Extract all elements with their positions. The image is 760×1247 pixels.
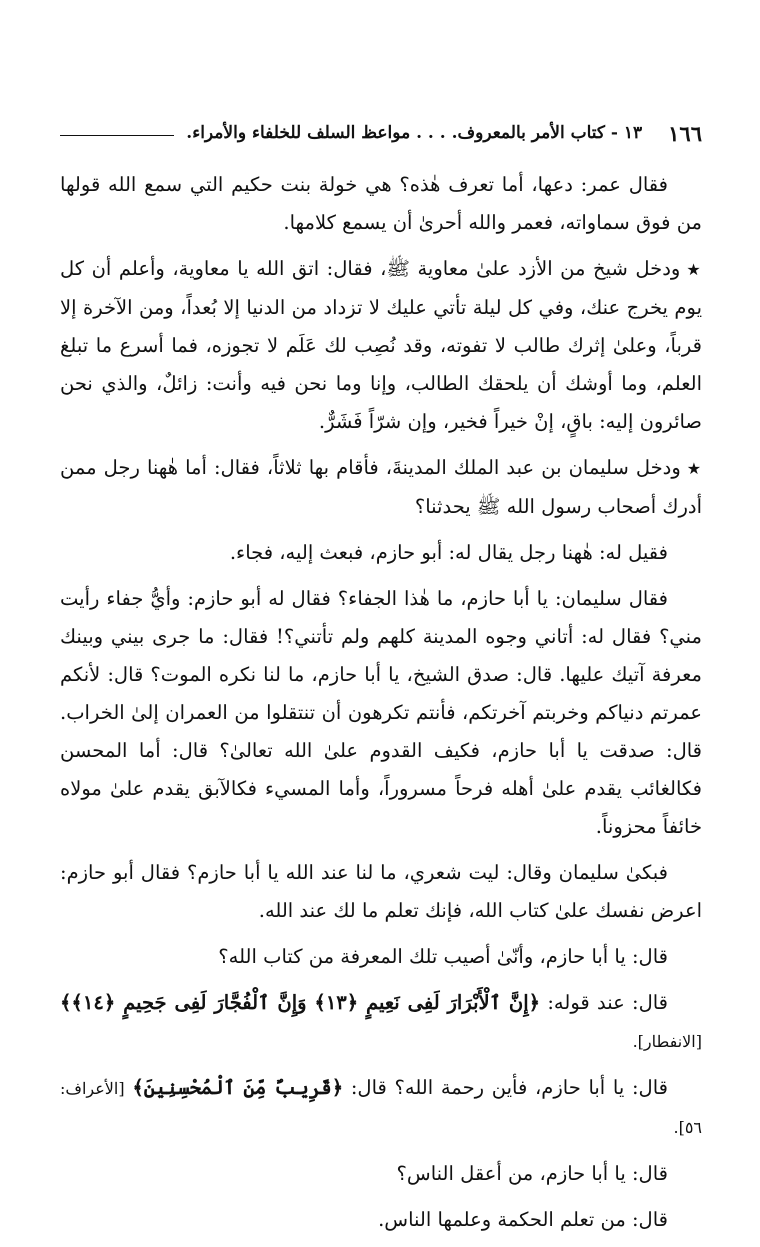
paragraph-omar: [60, 166, 702, 242]
paragraph-verse-infitar: [60, 984, 702, 1061]
page-body: [60, 166, 702, 1247]
paragraph-question-knowledge: [60, 938, 702, 976]
paragraph-prefix: قال: عند قوله:: [547, 991, 668, 1014]
paragraph-text: فقال سليمان: يا أبا حازم، ما هٰذا الجفاء؟ فقال له أبو حازم: وأيُّ جفاء رأيت مني؟ فقال له: أتاني وجوه المدينة كلهم ولم تأتني؟! فقال: ما جرى بيني وبينك معرفة آتيك عليها. قال: صدق الشيخ، يا أبا حازم، ما لنا نكره الموت؟ قال: لأنكم عمرتم دنياكم وخربتم آخرتكم، فأنتم تكرهون أن تنتقلوا من العمران إلىٰ الخراب. قال: صدقت يا أبا حازم، فكيف القدوم علىٰ الله تعالىٰ؟ قال: أما المحسن فكالغائب يقدم علىٰ أهله فرحاً مسروراً، وأما المسيء فكالآبق يقدم علىٰ مولاه خائفاً محزوناً.: [60, 587, 702, 838]
running-title: ١٣ - كتاب الأمر بالمعروف. . . . مواعظ السلف للخلفاء والأمراء.: [186, 123, 643, 143]
page-number: ١٦٦: [668, 120, 702, 146]
paragraph-text: فقيل له: هٰهنا رجل يقال له: أبو حازم، فبعث إليه، فجاء.: [229, 541, 668, 564]
paragraph-text: فبكىٰ سليمان وقال: ليت شعري، ما لنا عند الله يا أبا حازم؟ فقال أبو حازم: اعرض نفسك علىٰ كتاب الله، فإنك تعلم ما لك عند الله.: [60, 861, 702, 922]
paragraph-answer-wisest: [60, 1201, 702, 1239]
paragraph-verse-araf: [60, 1069, 702, 1147]
verse-reference: [الانفطار].: [632, 1032, 702, 1051]
paragraph-sulayman-weeps: [60, 854, 702, 930]
paragraph-text: قال: من تعلم الحكمة وعلمها الناس.: [378, 1208, 668, 1231]
header-rule: [60, 135, 174, 136]
paragraph-prefix: قال: يا أبا حازم، فأين رحمة الله؟ قال:: [350, 1076, 668, 1099]
paragraph-sulayman-enters: [60, 449, 702, 526]
verse-reference: [الأعراف: ٥٦].: [60, 1079, 702, 1137]
quran-verse: ﴿قَرِيبٌ مِّنَ ٱلْمُحْسِنِينَ﴾: [132, 1076, 344, 1099]
star-icon: ★: [686, 459, 702, 478]
paragraph-text: ودخل شيخ من الأزد علىٰ معاوية ﷺ، فقال: اتق الله يا معاوية، وأعلم أن كل يوم يخرج عنك، وفي كل ليلة تأتي عليك لا تزداد من الدنيا إلا بُعداً، ومن الآخرة إلا قرباً، وعلىٰ إثرك طالب لا تفوته، وقد نُصِب لك عَلَم لا تجوزه، فما أسرع ما تبلغ العلم، وما أوشك أن يلحقك الطالب، وإنا وما نحن فيه وأنت: زائلٌ، والذي نحن صائرون إليه: باقٍ، إنْ خيراً فخير، وإن شرّاً فَشَرٌّ.: [60, 257, 702, 433]
star-icon: ★: [686, 260, 703, 279]
paragraph-text: قال: يا أبا حازم، من أعقل الناس؟: [396, 1162, 668, 1185]
quran-verse: ﴿إِنَّ ٱلْأَبْرَارَ لَفِى نَعِيمٍ ﴿١٣﴾ وَإِنَّ ٱلْفُجَّارَ لَفِى جَحِيمٍ ﴿١٤﴾﴾: [60, 991, 541, 1014]
paragraph-text: فقال عمر: دعها، أما تعرف هٰذه؟ هي خولة بنت حكيم التي سمع الله قولها من فوق سماواته، فعمر والله أحرىٰ أن يسمع كلامها.: [60, 173, 702, 234]
paragraph-question-wisest: [60, 1155, 702, 1193]
paragraph-text: قال: يا أبا حازم، وأنّىٰ أصيب تلك المعرفة من كتاب الله؟: [218, 945, 668, 968]
book-page: [60, 0, 703, 1231]
paragraph-dialogue: [60, 580, 702, 846]
paragraph-azd-sheikh: [60, 250, 702, 441]
paragraph-text: ودخل سليمان بن عبد الملك المدينةَ، فأقام بها ثلاثاً، فقال: أما هٰهنا رجل ممن أدرك أصحاب رسول الله ﷺ يحدثنا؟: [60, 456, 702, 518]
paragraph-abu-hazim-summoned: [60, 534, 702, 572]
page-header: [60, 118, 702, 148]
